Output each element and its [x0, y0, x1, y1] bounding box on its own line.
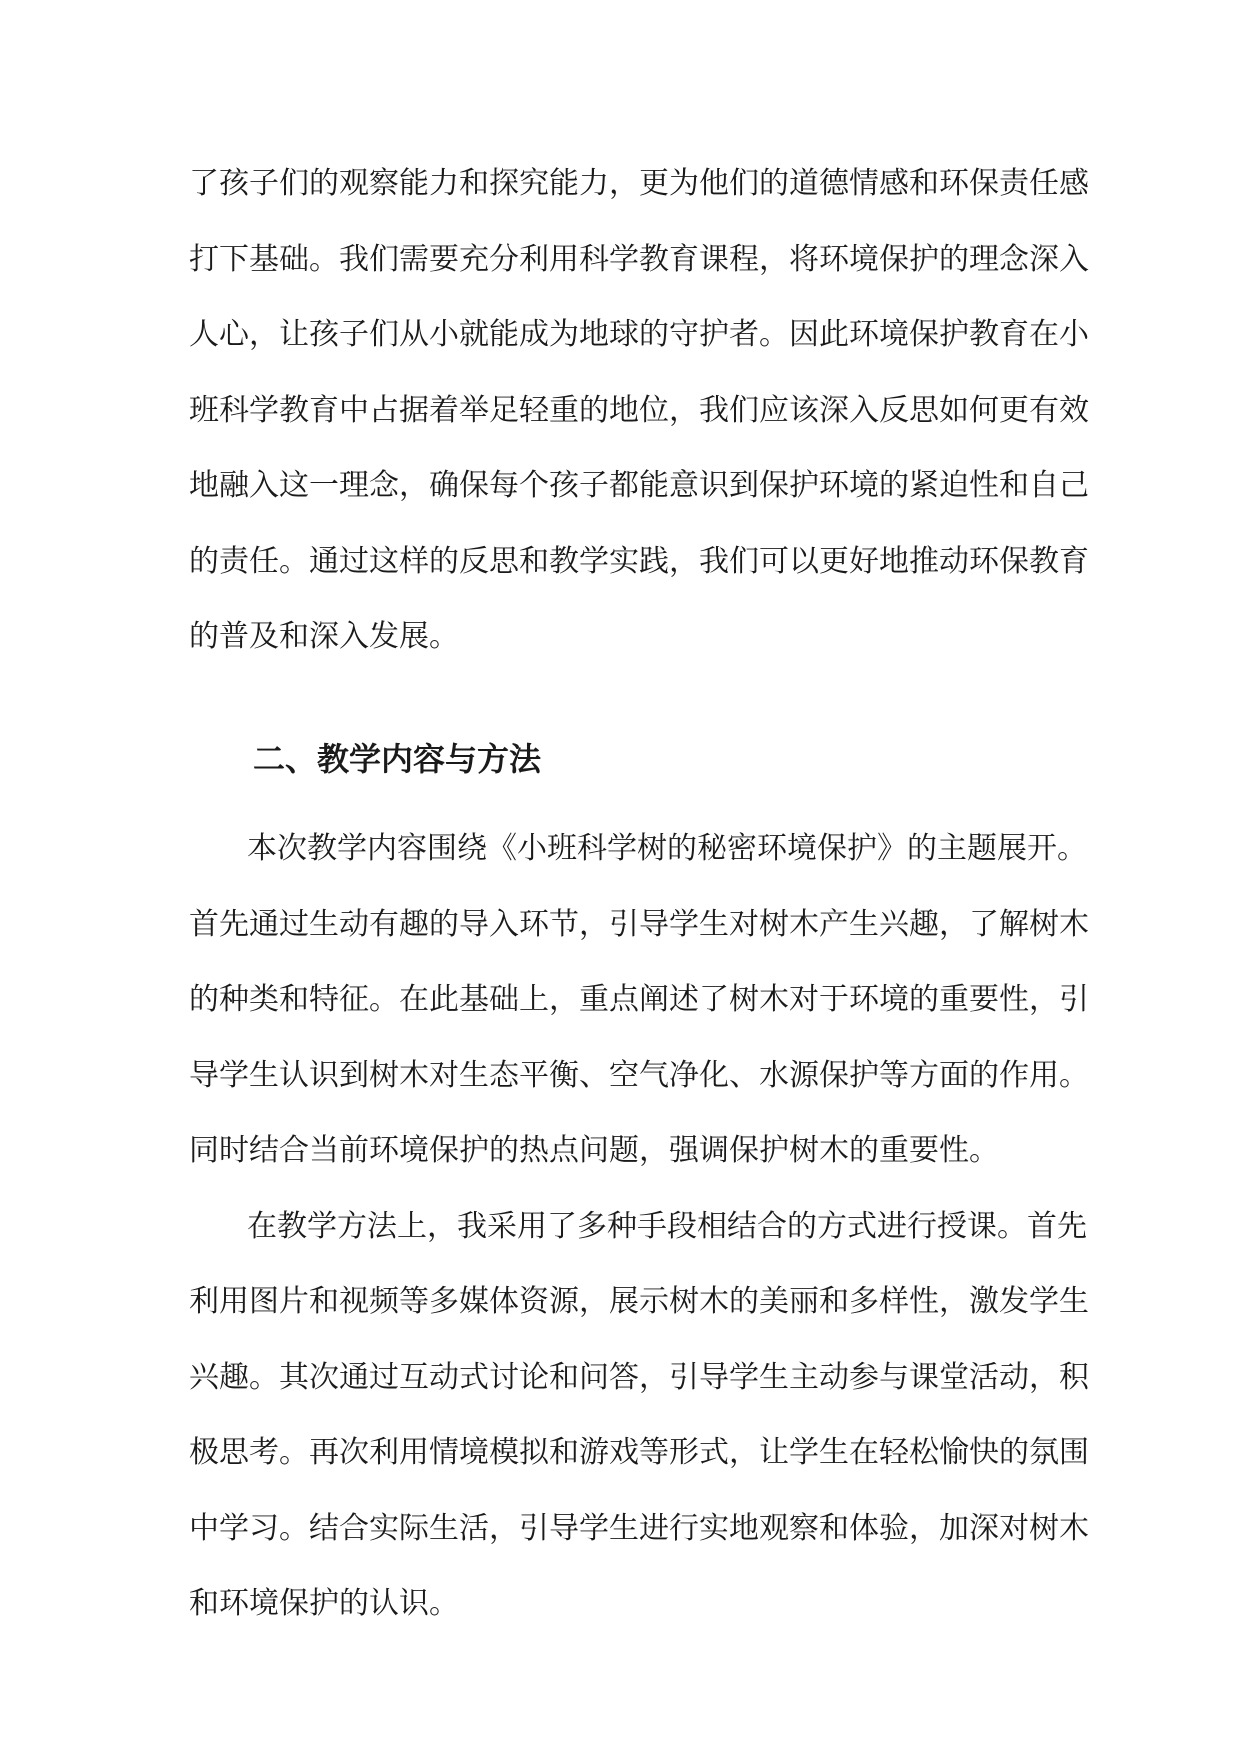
spacer — [189, 675, 1054, 722]
document-body — [189, 146, 1089, 1642]
text-line: 本次教学内容围绕《小班科学树的秘密环境保护》的主题展开。 — [247, 831, 1087, 866]
paragraph-teaching-methods — [189, 1189, 1089, 1642]
text-line: 极思考。再次利用情境模拟和游戏等形式，让学生在轻松愉快的氛围 — [189, 1435, 1089, 1470]
text-line: 中学习。结合实际生活，引导学生进行实地观察和体验，加深对树木 — [189, 1510, 1089, 1546]
paragraph-teaching-content — [189, 811, 1089, 1189]
text-line: 人心，让孩子们从小就能成为地球的守护者。因此环境保护教育在小 — [189, 317, 1089, 352]
text-line: 兴趣。其次通过互动式讨论和问答，引导学生主动参与课堂活动，积 — [189, 1359, 1089, 1395]
text-line: 班科学教育中占据着举足轻重的地位，我们应该深入反思如何更有效 — [189, 392, 1089, 428]
text-line: 的责任。通过这样的反思和教学实践，我们可以更好地推动环保教育 — [189, 543, 1089, 579]
spacer — [189, 797, 1054, 811]
text-line: 了孩子们的观察能力和探究能力，更为他们的道德情感和环保责任感 — [189, 166, 1089, 201]
text-line: 打下基础。我们需要充分利用科学教育课程，将环境保护的理念深入 — [189, 241, 1089, 277]
text-line: 导学生认识到树木对生态平衡、空气净化、水源保护等方面的作用。 — [189, 1057, 1089, 1093]
text-line: 首先通过生动有趣的导入环节，引导学生对树木产生兴趣，了解树木 — [189, 906, 1089, 942]
text-line: 利用图片和视频等多媒体资源，展示树木的美丽和多样性，激发学生 — [189, 1284, 1089, 1319]
text-line: 在教学方法上，我采用了多种手段相结合的方式进行授课。首先 — [247, 1208, 1087, 1244]
section-heading: 二、教学内容与方法 — [253, 739, 542, 778]
paragraph-continuation — [189, 146, 1089, 675]
text-line: 和环境保护的认识。 — [189, 1586, 459, 1621]
text-line: 地融入这一理念，确保每个孩子都能意识到保护环境的紧迫性和自己 — [189, 468, 1089, 503]
text-line: 的普及和深入发展。 — [189, 619, 459, 654]
text-line: 同时结合当前环境保护的热点问题，强调保护树木的重要性。 — [189, 1133, 999, 1168]
text-line: 的种类和特征。在此基础上，重点阐述了树木对于环境的重要性，引 — [189, 982, 1089, 1017]
